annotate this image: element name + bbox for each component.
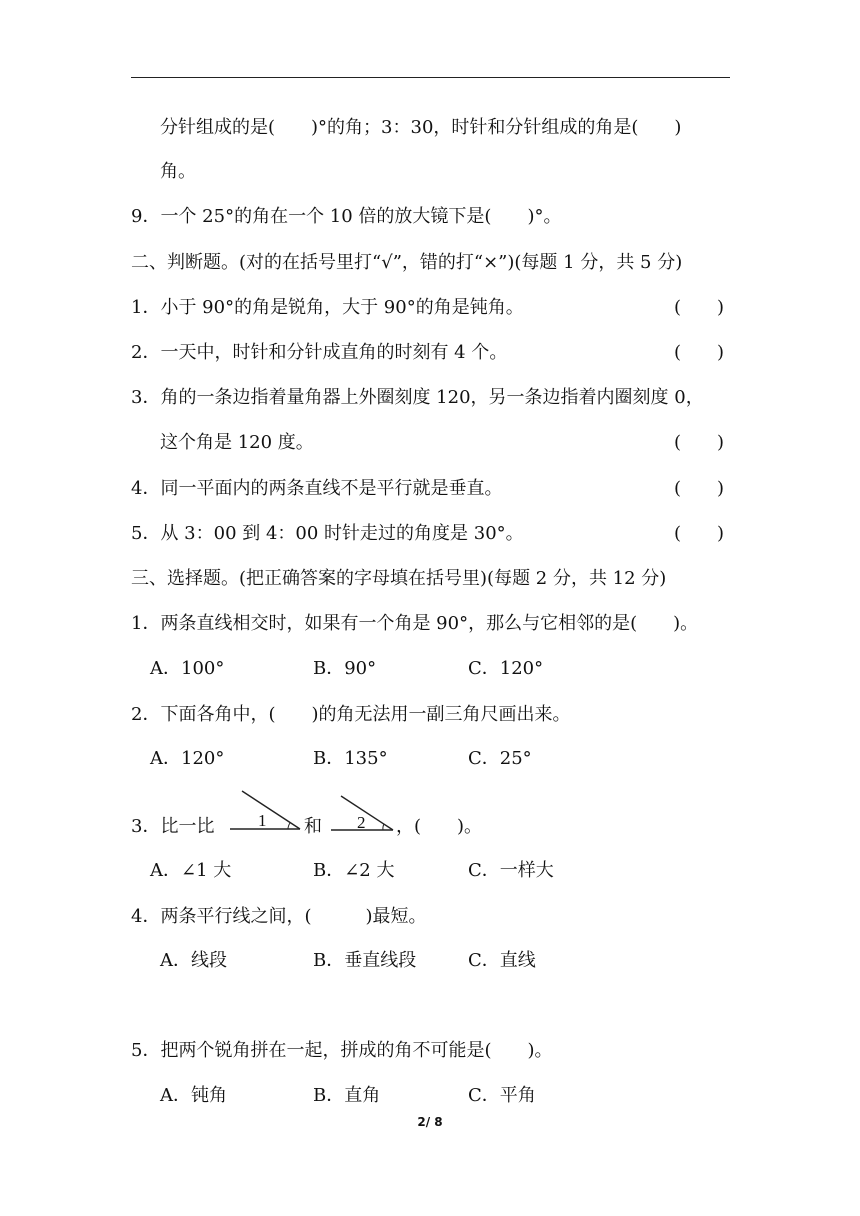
option-b: B．135°: [313, 748, 388, 769]
answer-paren: ( ): [674, 523, 725, 544]
choice-question-3-suffix: ，( )。: [396, 816, 483, 837]
option-c: C．直线: [468, 950, 536, 971]
judgement-question-1: 1．小于 90°的角是锐角，大于 90°的角是钝角。: [131, 297, 524, 318]
option-c: C．一样大: [468, 860, 554, 881]
choice-question-2: 2．下面各角中，( )的角无法用一副三角尺画出来。: [131, 704, 571, 725]
text-line: 分针组成的是( )°的角；3：30，时针和分针组成的角是( ): [160, 117, 682, 138]
option-a: A．120°: [150, 748, 225, 769]
option-c: C．25°: [468, 748, 532, 769]
option-b: B．90°: [313, 658, 377, 679]
answer-paren: ( ): [674, 432, 725, 453]
option-b: B．垂直线段: [313, 950, 417, 971]
judgement-question-3: 3．角的一条边指着量角器上外圈刻度 120，另一条边指着内圈刻度 0，: [131, 387, 704, 408]
answer-paren: ( ): [674, 297, 725, 318]
section-heading-choice: 三、选择题。(把正确答案的字母填在括号里)(每题 2 分，共 12 分): [131, 568, 667, 589]
judgement-question-3-cont: 这个角是 120 度。: [160, 432, 314, 453]
option-a: A．线段: [160, 950, 227, 971]
option-a: A．100°: [150, 658, 225, 679]
text-line: 角。: [160, 161, 196, 182]
option-c: C．平角: [468, 1085, 536, 1106]
answer-paren: ( ): [674, 478, 725, 499]
option-b: B．∠2 大: [313, 860, 395, 881]
section-heading-judgement: 二、判断题。(对的在括号里打“√”，错的打“×”)(每题 1 分，共 5 分): [131, 252, 683, 273]
choice-question-4: 4．两条平行线之间，( )最短。: [131, 906, 427, 927]
angle-2-label: 2: [357, 813, 366, 832]
option-c: C．120°: [468, 658, 544, 679]
page-number: 2/ 8: [417, 1115, 443, 1129]
choice-question-3-prefix: 3．比一比: [131, 816, 215, 837]
choice-question-5: 5．把两个锐角拼在一起，拼成的角不可能是( )。: [131, 1040, 553, 1061]
option-b: B．直角: [313, 1085, 381, 1106]
option-a: A．∠1 大: [150, 860, 232, 881]
header-rule: [131, 77, 730, 78]
question-9: 9．一个 25°的角在一个 10 倍的放大镜下是( )°。: [131, 206, 562, 227]
answer-paren: ( ): [674, 342, 725, 363]
judgement-question-4: 4．同一平面内的两条直线不是平行就是垂直。: [131, 478, 503, 499]
judgement-question-5: 5．从 3：00 到 4：00 时针走过的角度是 30°。: [131, 523, 524, 544]
choice-question-3-and: 和: [304, 816, 322, 837]
angle-1-label: 1: [258, 811, 267, 830]
judgement-question-2: 2．一天中，时针和分针成直角的时刻有 4 个。: [131, 342, 508, 363]
choice-question-1: 1．两条直线相交时，如果有一个角是 90°，那么与它相邻的是( )。: [131, 613, 699, 634]
option-a: A．钝角: [160, 1085, 227, 1106]
angle-1-figure: [228, 789, 302, 833]
angle-2-figure: [329, 794, 395, 834]
